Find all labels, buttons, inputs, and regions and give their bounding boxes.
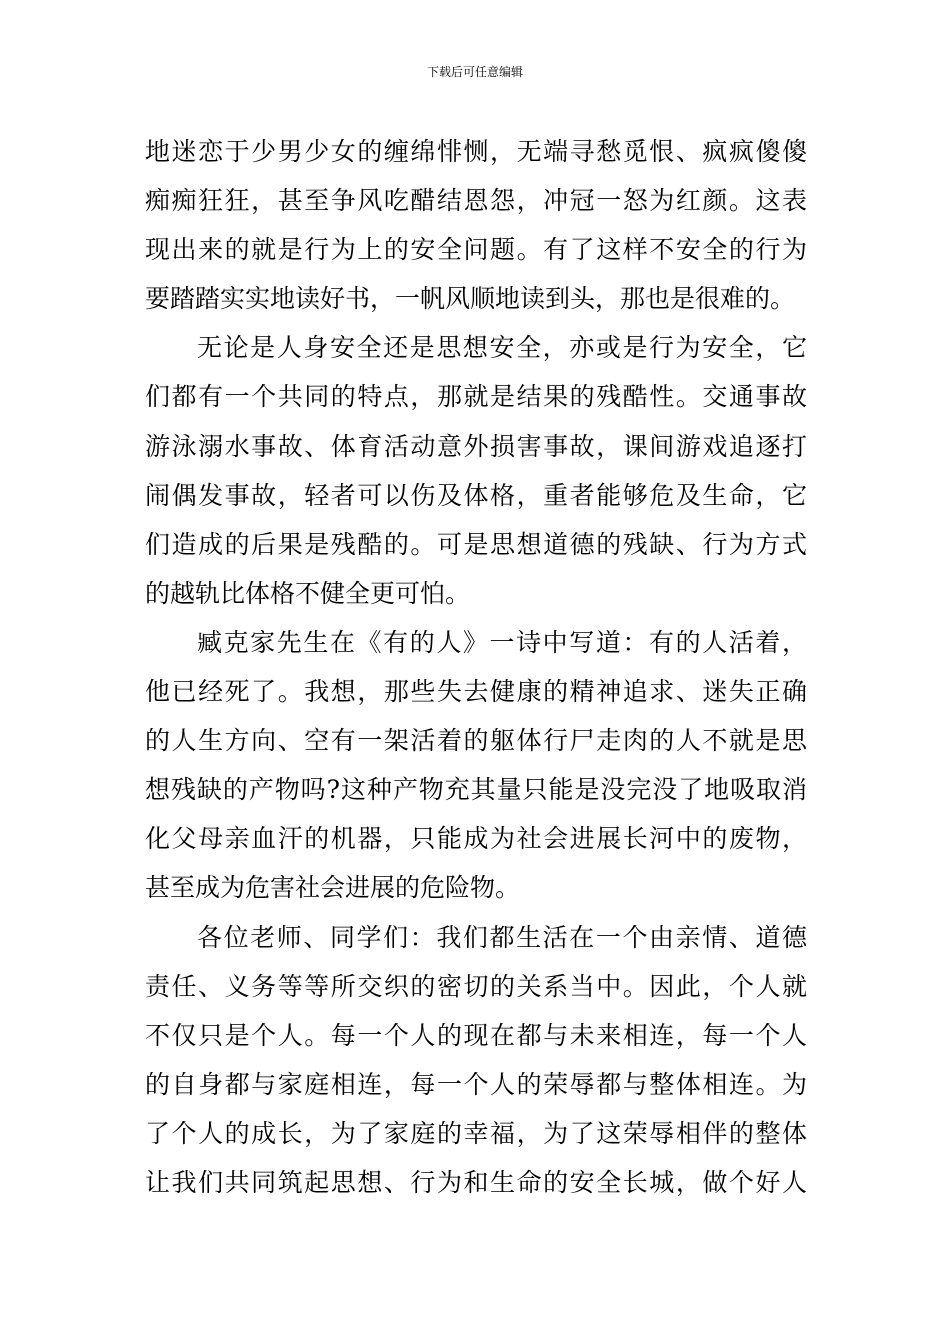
text-line: 痴痴狂狂，甚至争风吃醋结恩怨，冲冠一怒为红颜。这表 <box>145 186 807 216</box>
text-line: 甚至成为危害社会进展的危险物。 <box>145 873 521 903</box>
text-line: 们都有一个共同的特点，那就是结果的残酷性。交通事故 <box>145 382 807 412</box>
text-line: 的人生方向、空有一架活着的躯体行尸走肉的人不就是思 <box>145 726 807 756</box>
paragraph <box>145 127 807 323</box>
text-line: 现出来的就是行为上的安全问题。有了这样不安全的行为 <box>145 235 807 265</box>
text-line: 想残缺的产物吗?这种产物充其量只能是没完没了地吸取消 <box>145 775 807 805</box>
text-line: 们造成的后果是残酷的。可是思想道德的残缺、行为方式 <box>145 529 807 559</box>
page-header: 下载后可任意编辑 <box>426 65 523 79</box>
paragraph <box>145 913 807 1208</box>
text-line: 他已经死了。我想，那些失去健康的精神追求、迷失正确 <box>145 677 807 707</box>
text-line: 不仅只是个人。每一个人的现在都与未来相连，每一个人 <box>145 1020 807 1050</box>
text-line: 责任、义务等等所交织的密切的关系当中。因此，个人就 <box>145 971 807 1001</box>
text-line: 无论是人身安全还是思想安全，亦或是行为安全，它 <box>197 333 807 363</box>
text-line: 游泳溺水事故、体育活动意外损害事故，课间游戏追逐打 <box>145 431 807 461</box>
paragraph <box>145 618 807 913</box>
text-line: 闹偶发事故，轻者可以伤及体格，重者能够危及生命，它 <box>145 480 807 510</box>
text-line: 化父母亲血汗的机器，只能成为社会进展长河中的废物， <box>145 824 807 854</box>
text-line: 的越轨比体格不健全更可怕。 <box>145 578 471 608</box>
text-line: 让我们共同筑起思想、行为和生命的安全长城，做个好人 <box>145 1167 807 1197</box>
text-line: 地迷恋于少男少女的缠绵悱恻，无端寻愁觅恨、疯疯傻傻 <box>145 137 807 166</box>
document-body <box>145 127 807 1207</box>
text-line: 的自身都与家庭相连，每一个人的荣辱都与整体相连。为 <box>145 1069 807 1099</box>
text-line: 臧克家先生在《有的人》一诗中写道：有的人活着， <box>197 627 807 657</box>
text-line: 要踏踏实实地读好书，一帆风顺地读到头，那也是很难的。 <box>145 284 796 314</box>
text-line: 各位老师、同学们：我们都生活在一个由亲情、道德 <box>197 922 807 952</box>
text-line: 了个人的成长，为了家庭的幸福，为了这荣辱相伴的整体 <box>145 1118 807 1148</box>
paragraph <box>145 323 807 618</box>
